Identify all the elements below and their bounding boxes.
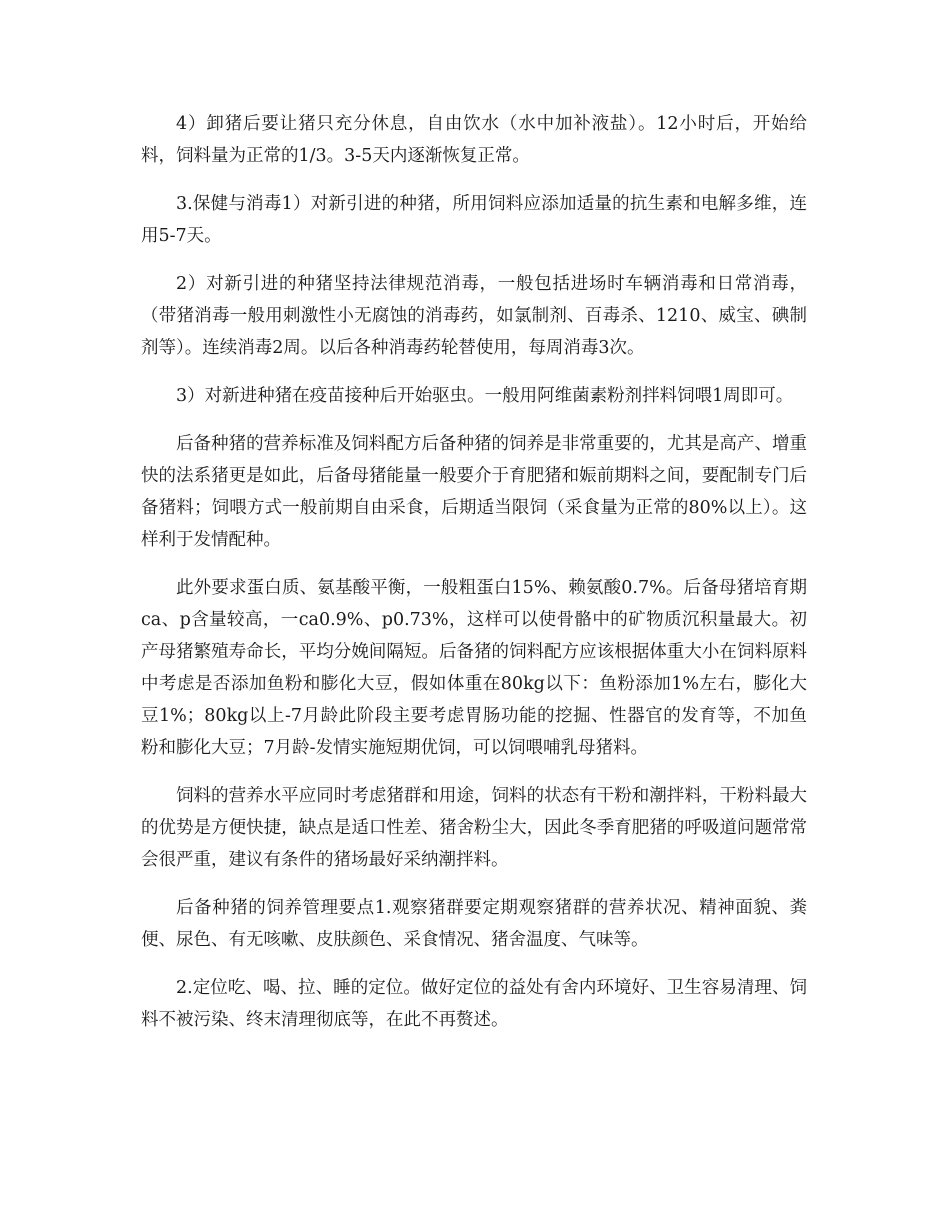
paragraph-feed-form: 饲料的营养水平应同时考虑猪群和用途，饲料的状态有干粉和潮拌料，干粉料最大的优势是方便快捷，缺点是适口性差、猪舍粉尘大，因此冬季育肥猪的呼吸道问题常常会很严重，建议有条件的猪场最好采纳潮拌料。 <box>141 786 807 870</box>
paragraph-positioning: 2.定位吃、喝、拉、睡的定位。做好定位的益处有舍内环境好、卫生容易清理、饲料不被污染、终末清理彻底等，在此不再赘述。 <box>141 978 807 1030</box>
paragraph-nutrition-standard: 后备种猪的营养标准及饲料配方后备种猪的饲养是非常重要的，尤其是高产、增重快的法系猪更是如此，后备母猪能量一般要介于育肥猪和娠前期料之间，要配制专门后备猪料；饲喂方式一般前期自由采食，后期适当限饲（采食量为正常的80%以上）。这样利于发情配种。 <box>141 434 807 550</box>
paragraph-management-observation: 后备种猪的饲养管理要点1.观察猪群要定期观察猪群的营养状况、精神面貌、粪便、尿色、有无咳嗽、皮肤颜色、采食情况、猪舍温度、气味等。 <box>141 898 807 950</box>
paragraph-unloading-rest: 4）卸猪后要让猪只充分休息，自由饮水（水中加补液盐）。12小时后，开始给料，饲料量为正常的1/3。3-5天内逐渐恢复正常。 <box>141 114 807 166</box>
paragraph-deworming: 3）对新进种猪在疫苗接种后开始驱虫。一般用阿维菌素粉剂拌料饲喂1周即可。 <box>176 386 794 406</box>
paragraph-protein-balance: 此外要求蛋白质、氨基酸平衡，一般粗蛋白15%、赖氨酸0.7%。后备母猪培育期ca、p含量较高，一ca0.9%、p0.73%，这样可以使骨骼中的矿物质沉积量最大。初产母猪繁殖寿命长，平均分娩间隔短。后备猪的饲料配方应该根据体重大小在饲料原料中考虑是否添加鱼粉和膨化大豆，假如体重在80kg以下：鱼粉添加1%左右，膨化大豆1%；80kg以上-7月龄此阶段主要考虑胃肠功能的挖掘、性器官的发育等，不加鱼粉和膨化大豆；7月龄-发情实施短期优饲，可以饲喂哺乳母猪料。 <box>141 578 807 758</box>
paragraph-disinfection-routine: 2）对新引进的种猪坚持法律规范消毒，一般包括进场时车辆消毒和日常消毒，（带猪消毒一般用刺激性小无腐蚀的消毒药，如氯制剂、百毒杀、1210、威宝、碘制剂等）。连续消毒2周。以后各种消毒药轮替使用，每周消毒3次。 <box>141 274 807 358</box>
paragraph-health-and-disinfection: 3.保健与消毒1）对新引进的种猪，所用饲料应添加适量的抗生素和电解多维，连用5-7天。 <box>141 194 807 246</box>
document-body <box>141 108 807 1052</box>
